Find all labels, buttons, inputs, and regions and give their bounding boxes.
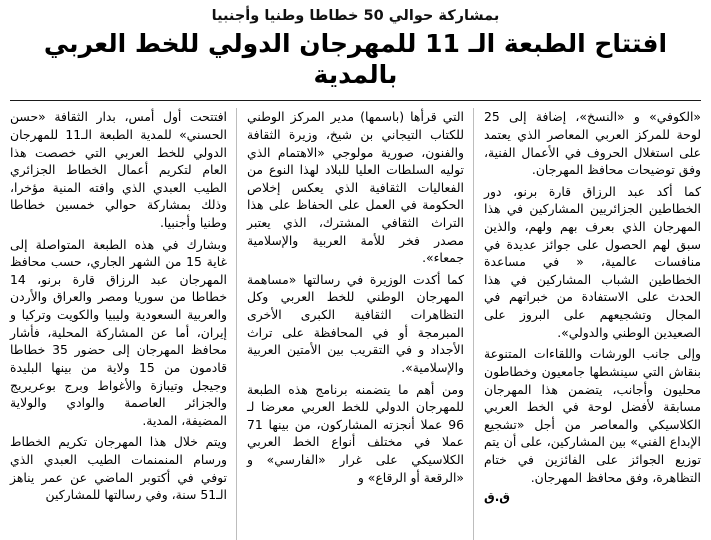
paragraph: وبشارك في هذه الطبعة المتواصلة إلى غاية 15 من الشهر الجاري، حسب محافظ المهرجان عبد الرزاق قارة برنو، 14 خطاطا من سوريا ومصر والعراق والأردن والعربية السعودية وليبيا والكويت وتركيا و إيران، أما عن المشاركة المحلية، فأشار محافظ المهرجان إلى حضور 35 خطاطا قادمون من 15 ولاية من بينها البليدة وجيجل وتيبازة والأغواط وبرج بوعريريج والجزائر العاصمة والوادي والولاية المضيفة، المدية. — [10, 236, 227, 428]
article-signature: ق.ق — [484, 490, 511, 505]
header-divider — [10, 100, 701, 101]
article-column-left — [10, 108, 237, 540]
paragraph: افتتحت أول أمس، بدار الثقافة «حسن الحسني» للمدية الطبعة الـ11 للمهرجان الدولي للخط العربي التي خصصت هذا العام لتكريم أعمال الخطاط الجزائري الطيب العبدي الذي وافته المنية مؤخرا، وذلك بمشاركة حوالي خمسين خطاطا وطنيا وأجنبيا. — [10, 109, 227, 231]
article-columns — [10, 108, 701, 540]
article-column-right — [484, 108, 701, 540]
paragraph: كما أكد عبد الرزاق قارة برنو، دور الخطاطين الجزائريين المشاركين في هذا المهرجان الذي بعرف بهم ولهم، والذين سبق لهم الحصول على جوائز عديدة في منافسات عالمية، « في مساعدة الخطاطين الشباب المشاركين في هذا الحدث على الاستفادة من خبراتهم في المجال وتشجيعهم على البروز على الصعيدين الوطني والدولي». — [484, 183, 701, 340]
paragraph: ومن أهم ما يتضمنه برنامج هذه الطبعة للمهرجان الدولي للخط العربي معرضا لـ 96 عملا أنجزته المشاركون، من بينها 71 عملا في مختلف أنواع الخط العربي الكلاسيكي على غرار «الفارسي» و «الرقعة أو الرقاع» و — [247, 381, 464, 485]
paragraph: وإلى جانب الورشات واللقاءات المتنوعة بنقاش التي سينشطها جامعيون وخطاطون محليون وأجانب، يتضمن هذا المهرجان مسابقة لأفضل لوحة في الخط العربي الكلاسيكي والمعاصر من أجل «تشجيع الإبداع الفني» بين المشاركين، على أن يتم توزيع الجوائز على الفائزين في ختام التظاهرة، وفق محافظ المهرجان. — [484, 346, 701, 485]
article-kicker: بمشاركة حوالي 50 خطاطا وطنيا وأجنبيا — [211, 8, 500, 24]
page-title: افتتاح الطبعة الـ 11 للمهرجان الدولي للخط العربي بالمدية — [43, 29, 668, 89]
paragraph: «الكوفي» و «النسخ»، إضافة إلى 25 لوحة للمركز العربي المعاصر الذي يعتمد على استغلال الحروف في الأعمال الفنية، وفق توضيحات محافظ المهرجان. — [484, 109, 701, 178]
paragraph: ويتم خلال هذا المهرجان تكريم الخطاط ورسام المنمنمات الطيب العبدي الذي توفي في أكتوبر الماضي عن عمر يناهز الـ51 سنة، وفي رسالتها للمشاركين — [10, 434, 227, 503]
paragraph: كما أكدت الوزيرة في رسالتها «مساهمة المهرجان الوطني للخط العربي وكل التظاهرات الثقافية الكبرى الأخرى المبرمجة أو في المحافظة على تراث الأجداد و في التقريب بين الأمتين العربية والإسلامية». — [247, 271, 464, 375]
article-column-middle — [247, 108, 474, 540]
paragraph: التي قرأها (باسمها) مدير المركز الوطني للكتاب التيجاني بن شيخ، وزيرة الثقافة والفنون، صورية مولوجي «الاهتمام الذي توليه السلطات العليا للبلاد لهذا النوع من الفعاليات الثقافية الذي يعكس إخلاص الحكومة في العمل على الحفاظ على هذا التراث الثقافي المشترك، الذي يعتبر مصدر فخر للأمة العربية والإسلامية جمعاء». — [247, 109, 464, 266]
